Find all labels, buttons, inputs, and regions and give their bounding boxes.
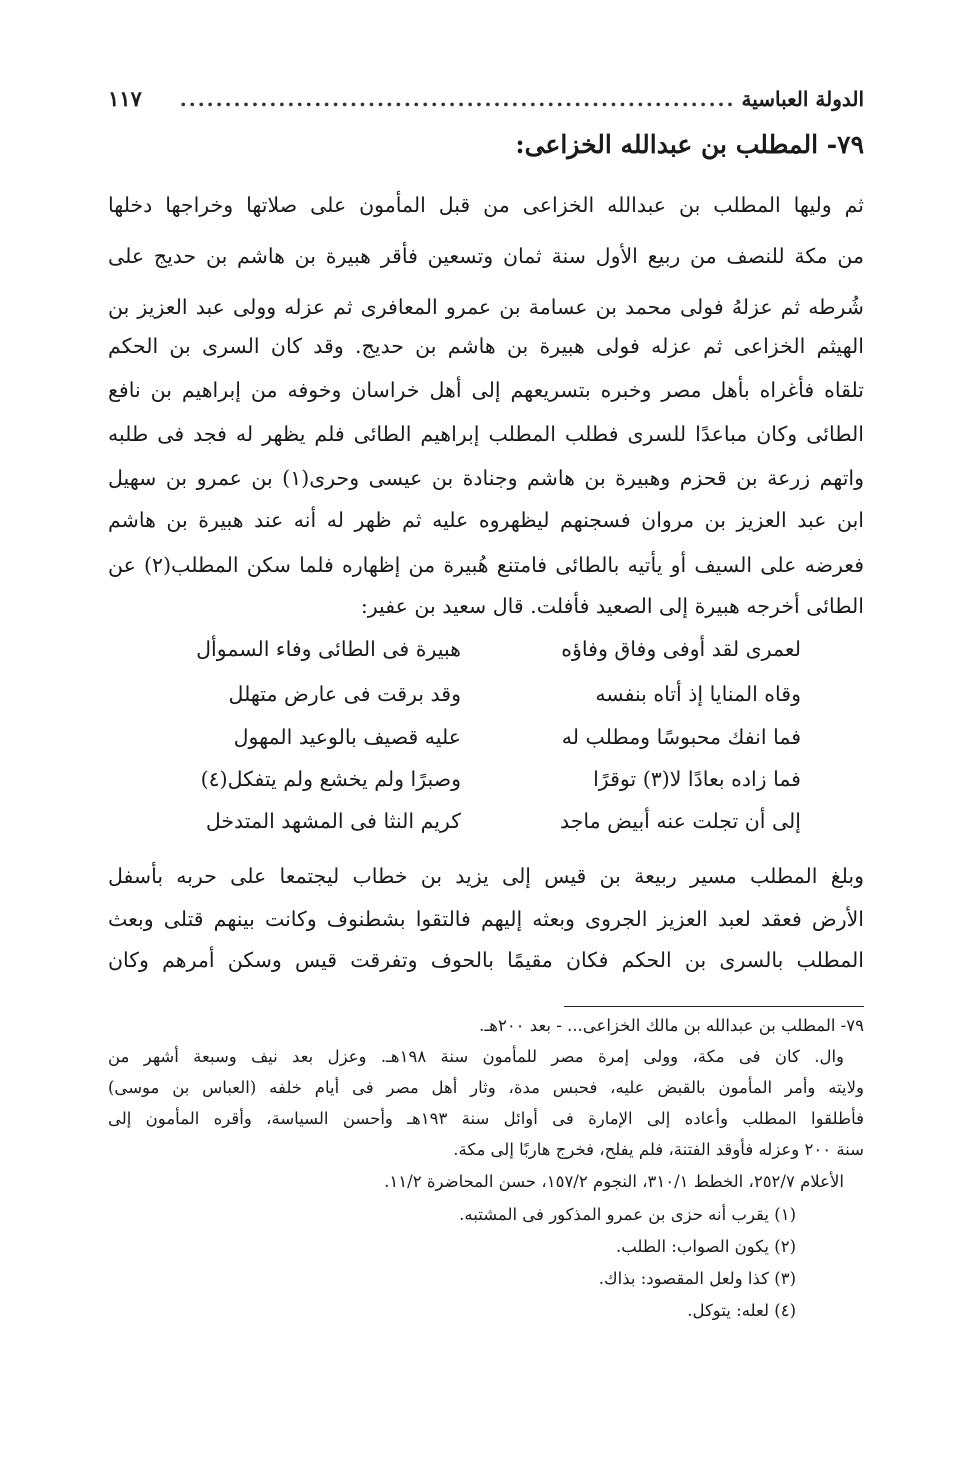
verse-hemistich-second: كريم النثا فى المشهد المتدخل [205,809,461,833]
body-line: واتهم زرعة بن قحزم وهبيرة بن هاشم وجنادة بن عيسى وحرى(١) بن عمرو بن سهيل [108,466,864,490]
verse-hemistich-first: فما انفك محبوسًا ومطلب له [561,725,801,749]
footnote-note: (٣) كذا ولعل المقصود: بذاك. [598,1269,796,1288]
body-line: فعرضه على السيف أو يأتيه بالطائى فامتنع هُبيرة من إظهاره فلما سكن المطلب(٢) عن [108,553,864,577]
footnote-bio-line: فأطلقوا المطلب وأعاده إلى الإمارة فى أوائل سنة ١٩٣هـ وأحسن السياسة، وأقره المأمون إلى [108,1109,864,1128]
footnote-note: (١) يقرب أنه حزى بن عمرو المذكور فى المشتبه. [459,1205,796,1224]
body-line: وبلغ المطلب مسير ربيعة بن قيس إلى يزيد بن خطاب ليجتمعا على حربه بأسفل [108,864,864,888]
body-line: تلقاه فأغراه بأهل مصر وخبره بتسريعهم إلى أهل خراسان وخوفه من إبراهيم بن نافع [108,378,864,402]
verse-hemistich-second: هبيرة فى الطائى وفاء السموأل [196,637,461,661]
footnote-bio-line: سنة ٢٠٠ وعزله فأوقد الفتنة، فلم يفلح، فخرج هاربًا إلى مكة. [453,1140,864,1159]
footnote-bio-line: وال. كان فى مكة، وولى إمرة مصر للمأمون سنة ١٩٨هـ. وعزل بعد نيف وسبعة أشهر من [108,1047,844,1066]
body-line: من مكة للنصف من ربيع الأول سنة ثمان وتسعين فأقر هبيرة بن هاشم بن حديج على [108,244,864,268]
verse-hemistich-first: وقاه المنايا إذ أتاه بنفسه [595,682,801,706]
running-header [108,86,864,120]
header-leader-dots: .............................................................. [179,87,736,111]
verse-hemistich-second: وصبرًا ولم يخشع ولم يتفكل(٤) [200,767,461,791]
verse-hemistich-second: عليه قصيف بالوعيد المهول [233,725,461,749]
body-line: الهيثم الخزاعى ثم عزله فولى هبيرة بن هاشم بن حديج. وقد كان السرى بن الحكم [108,334,864,358]
body-line: ابن عبد العزيز بن مروان فسجنهم ليظهروه عليه ثم ظهر له أنه عند هبيرة بن هاشم [108,508,864,532]
footnote-bio-line: ولايته وأمر المأمون بالقبض عليه، فحبس مدة، وثار أهل مصر فى أيام خلفه (العباس بن موسى) [108,1078,864,1097]
footnote-note: (٤) لعله: يتوكل. [687,1301,796,1320]
section-title: ٧٩- المطلب بن عبدالله الخزاعى: [515,130,864,159]
verse-hemistich-first: إلى أن تجلت عنه أبيض ماجد [560,809,801,833]
verse-hemistich-first: فما زاده بعادًا لا(٣) توقرًا [593,767,801,791]
footnote-note: (٢) يكون الصواب: الطلب. [615,1237,796,1256]
body-line: الطائى وكان مباعدًا للسرى فطلب المطلب إبراهيم الطائى فلم يظهر له فجد فى طلبه [108,422,864,446]
body-line: شُرطه ثم عزلهُ فولى محمد بن عسامة بن عمرو المعافرى ثم عزله وولى عبد العزيز بن [108,295,864,319]
verse-hemistich-first: لعمرى لقد أوفى وفاق وفاؤه [561,637,801,661]
footnote-sources: الأعلام ٢٥٢/٧، الخطط ٣١٠/١، النجوم ١٥٧/٢، حسن المحاضرة ١١/٢. [384,1172,844,1191]
body-line: ثم وليها المطلب بن عبدالله الخزاعى من قبل المأمون على صلاتها وخراجها دخلها [108,193,864,217]
body-line: الطائى أخرجه هبيرة إلى الصعيد فأفلت. قال سعيد بن عفير: [360,594,864,618]
footnote-separator [564,1006,864,1007]
verse-hemistich-second: وقد برقت فى عارض متهلل [228,682,461,706]
running-title: الدولة العباسية [741,87,864,111]
body-line: المطلب بالسرى بن الحكم فكان مقيمًا بالحوف وتفرقت قيس وسكن أمرهم وكان [108,948,864,972]
footnote-bio-head: ٧٩- المطلب بن عبدالله بن مالك الخزاعى... - بعد ٢٠٠هـ. [479,1016,864,1035]
page-number: ١١٧ [108,86,142,111]
body-line: الأرض فعقد لعبد العزيز الجروى وبعثه إليهم فالتقوا بشطنوف وكانت بينهم قتلى وبعث [108,907,864,931]
